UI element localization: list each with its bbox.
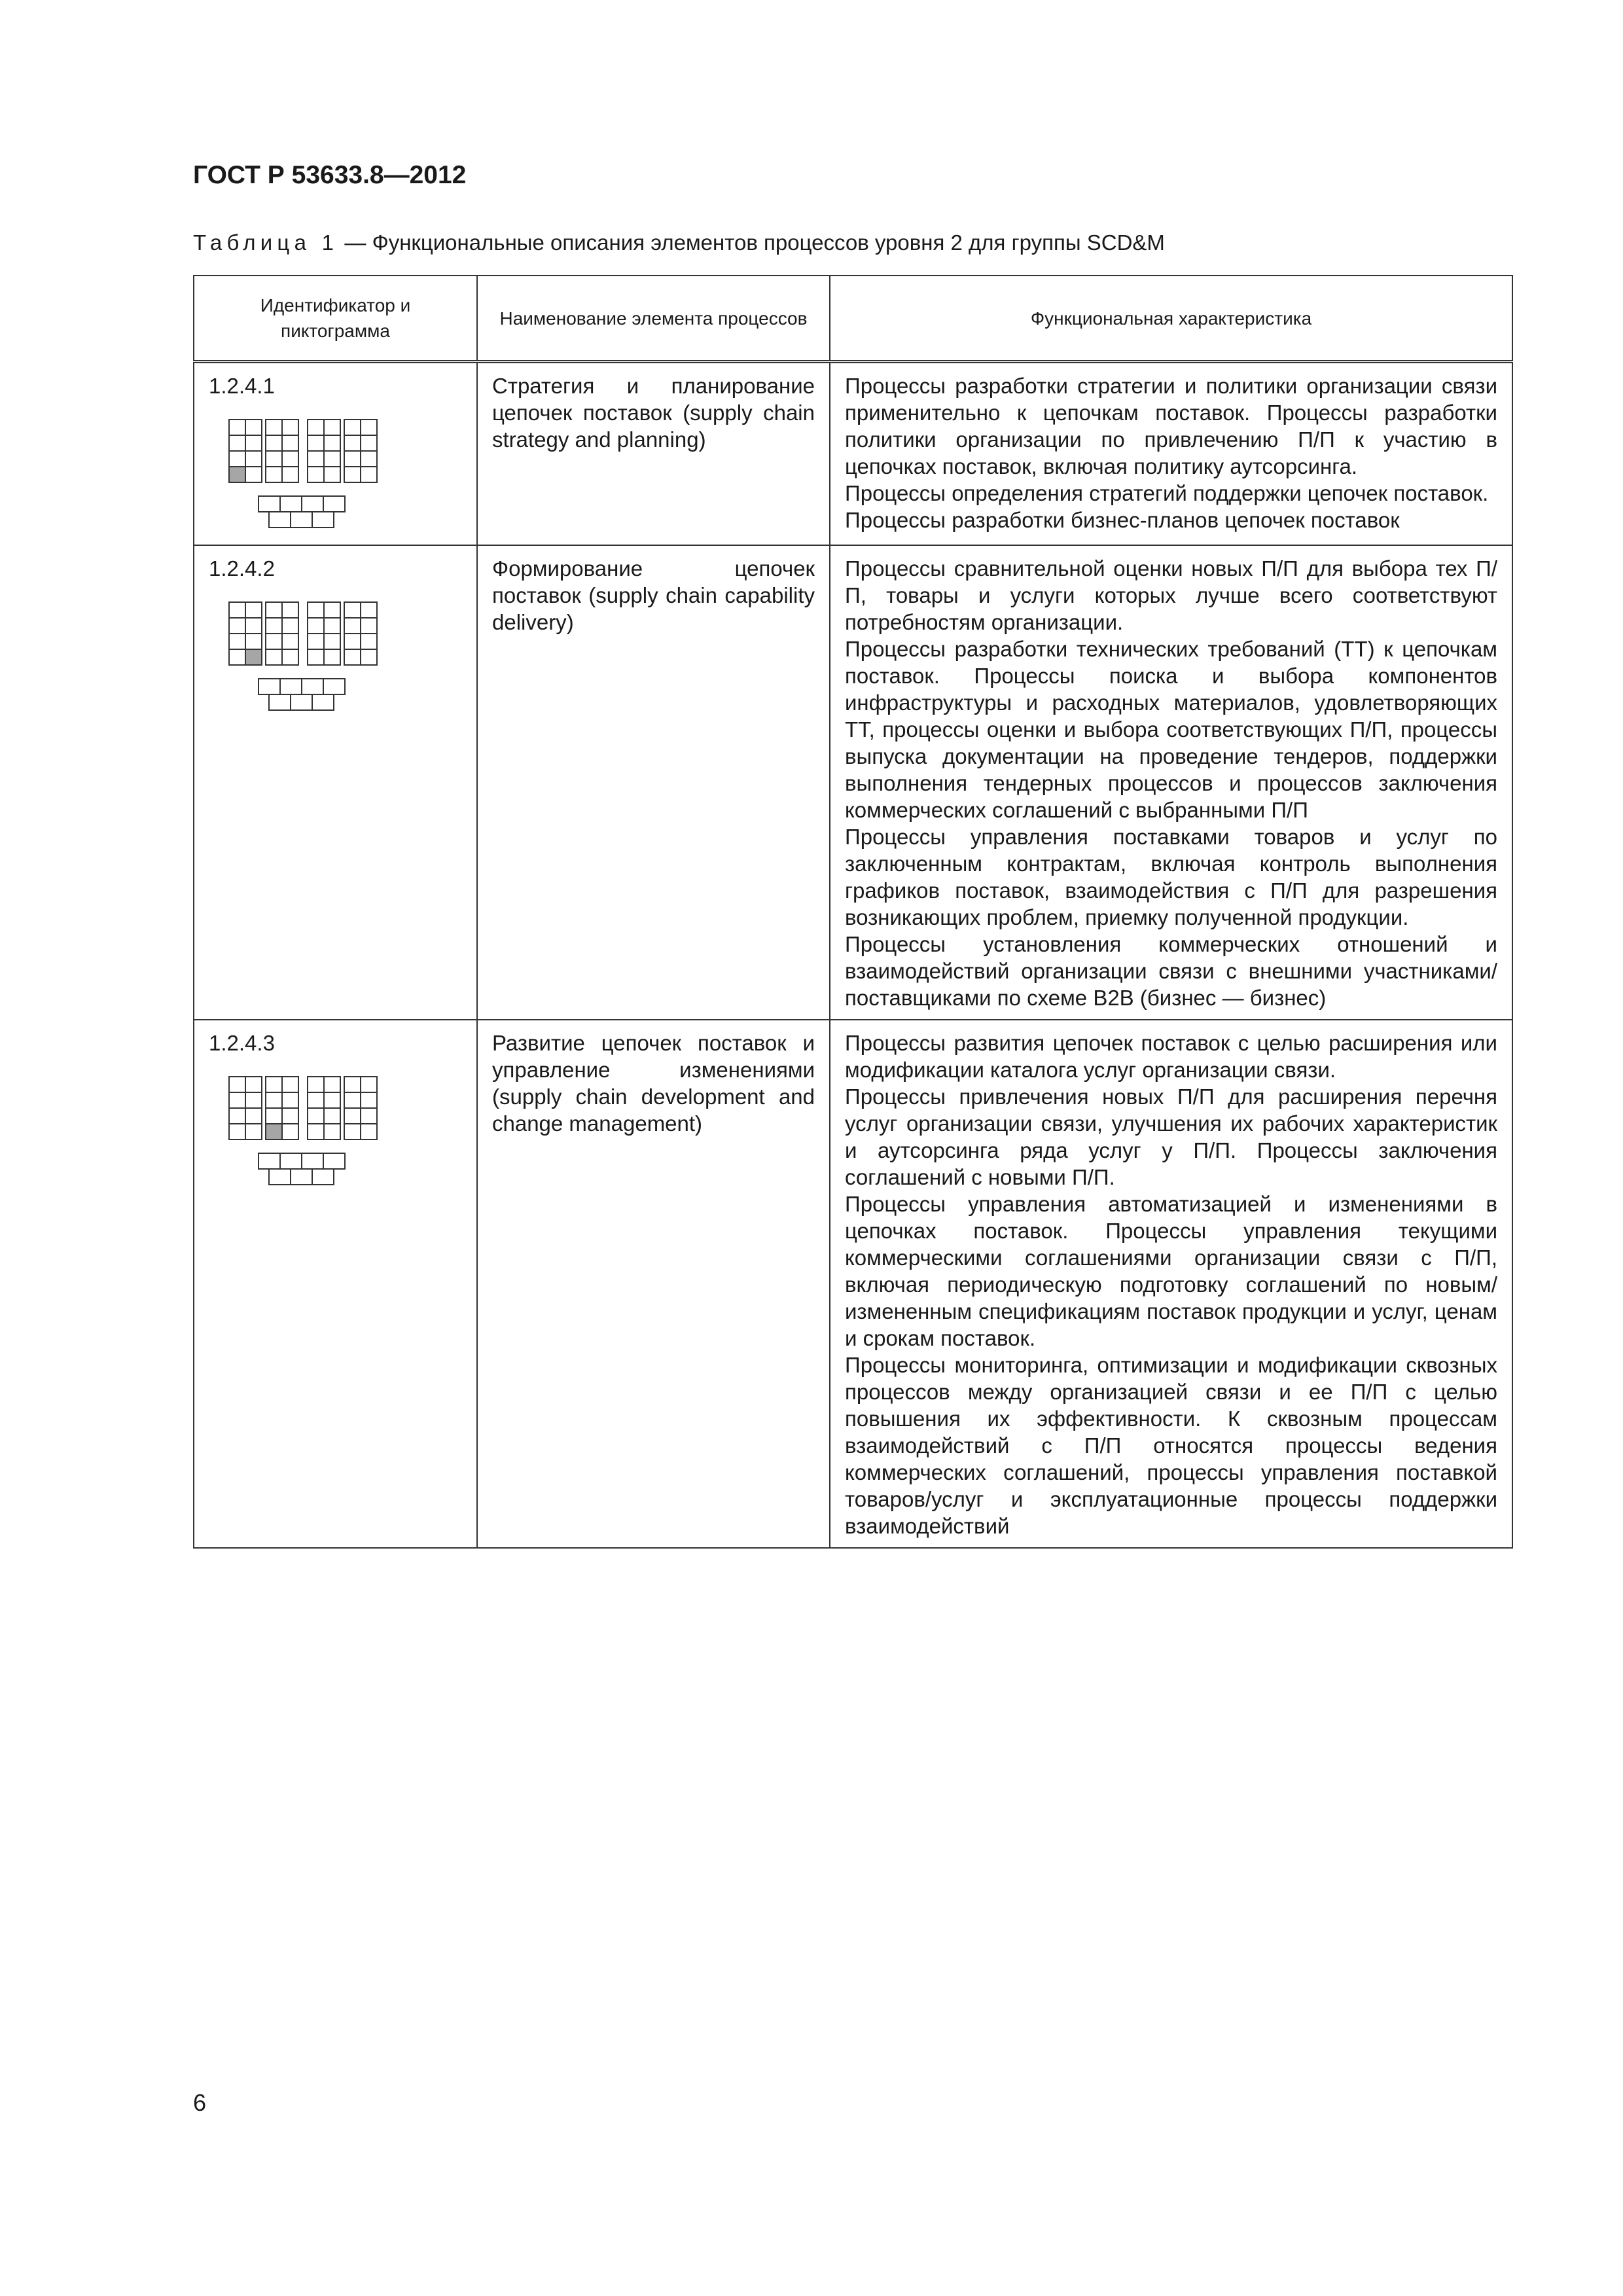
pictogram-cell — [324, 467, 340, 482]
header-id: Идентификатор и пиктограмма — [194, 276, 477, 362]
id-cell — [194, 545, 477, 1020]
pictogram-cell — [266, 634, 282, 649]
pictogram-cell — [324, 1077, 340, 1092]
pictogram-brick — [323, 496, 345, 512]
pictogram-cell — [361, 618, 377, 634]
pictogram-cell — [324, 634, 340, 649]
pictogram-cell — [324, 649, 340, 665]
pictogram-cell — [245, 1092, 262, 1108]
process-name: Развитие цепочек поставок и управление изменениями (supply chain development and change management) — [477, 1020, 830, 1548]
pictogram-cell — [282, 1077, 298, 1092]
pictogram-brick — [291, 512, 312, 528]
pictogram-cell — [324, 1092, 340, 1108]
pictogram-cell — [324, 618, 340, 634]
description-paragraph: Процессы управления автоматизацией и изменениями в цепочках поставок. Процессы управления текущими коммерческими соглашениями организации связи с П/П, включая периодическую подготовку соглашений по новым/измененным спецификациям поставок продукции и услуг, ценам и срокам поставок. — [845, 1192, 1497, 1350]
pictogram-cell — [245, 1124, 262, 1139]
pictogram-cell — [344, 1108, 361, 1124]
pictogram-cell — [344, 420, 361, 435]
pictogram-cell — [266, 1108, 282, 1124]
pictogram-brick — [323, 679, 345, 694]
pictogram-cell — [282, 1108, 298, 1124]
pictogram-cell — [282, 1092, 298, 1108]
pictogram-cell — [282, 618, 298, 634]
pictogram-cell — [266, 420, 282, 435]
pictogram-cell — [308, 649, 324, 665]
table-header-row — [194, 276, 1512, 362]
pictogram-cell — [282, 435, 298, 451]
process-elements-table — [193, 275, 1513, 1549]
table-caption — [193, 230, 1165, 255]
description-paragraph: Процессы мониторинга, оптимизации и модификации сквозных процессов между организацией связи и ее П/П с целью повышения их эффективности. К сквозным процессам взаимодействий с П/П относятся процессы ведения коммерческих соглашений, процессы управления поставкой товаров/услуг и эксплуатационные процессы поддержки взаимодействий — [845, 1353, 1497, 1538]
description-paragraph: Процессы установления коммерческих отношений и взаимодействий организации связи с внешними участниками/поставщиками по схеме B2B (бизнес — бизнес) — [845, 932, 1497, 1010]
process-name: Формирование цепочек поставок (supply chain capability delivery) — [477, 545, 830, 1020]
process-id: 1.2.4.3 — [209, 1031, 275, 1055]
description-paragraph: Процессы привлечения новых П/П для расширения перечня услуг организации связи, улучшения их рабочих характеристик и аутсорсинга ряда услуг у П/П. Процессы заключения соглашений с новыми П/П. — [845, 1085, 1497, 1189]
pictogram-brick — [280, 496, 302, 512]
pictogram-cell — [229, 1124, 245, 1139]
pictogram-cell — [308, 602, 324, 618]
pictogram-cell — [344, 649, 361, 665]
pictogram-cell — [344, 467, 361, 482]
header-function: Функциональная характеристика — [830, 276, 1512, 362]
pictogram-cell — [308, 1077, 324, 1092]
pictogram-highlight-cell — [229, 467, 245, 482]
pictogram-cell — [324, 420, 340, 435]
pictogram-cell — [245, 420, 262, 435]
table-caption-lead: Таблица 1 — [193, 230, 339, 255]
process-map-pictogram-icon — [228, 1076, 399, 1194]
pictogram-cell — [361, 420, 377, 435]
pictogram-cell — [282, 634, 298, 649]
description-paragraph: Процессы управления поставками товаров и услуг по заключенным контрактам, включая контроль выполнения графиков поставок, взаимодействия с П/П для разрешения возникающих проблем, приемку полученной продукции. — [845, 825, 1497, 929]
pictogram-highlight-cell — [266, 1124, 282, 1139]
pictogram-cell — [361, 1108, 377, 1124]
description-paragraph: Процессы разработки бизнес-планов цепочек поставок — [845, 508, 1400, 532]
pictogram-cell — [361, 435, 377, 451]
pictogram-cell — [229, 451, 245, 467]
pictogram-cell — [308, 1108, 324, 1124]
pictogram-brick — [269, 512, 291, 528]
pictogram-cell — [229, 1108, 245, 1124]
pictogram-cell — [229, 420, 245, 435]
pictogram-cell — [229, 602, 245, 618]
pictogram-cell — [308, 1092, 324, 1108]
process-description — [830, 545, 1512, 1020]
pictogram-brick — [302, 1153, 323, 1169]
pictogram-cell — [361, 602, 377, 618]
pictogram-cell — [229, 435, 245, 451]
pictogram-cell — [324, 435, 340, 451]
pictogram-brick — [312, 694, 334, 710]
pictogram-cell — [308, 467, 324, 482]
pictogram-cell — [266, 1077, 282, 1092]
description-paragraph: Процессы разработки технических требований (ТТ) к цепочкам поставок. Процессы поиска и выбора компонентов инфраструктуры и расходных материалов, удовлетворяющих ТТ, процессы оценки и выбора соответствующих П/П, процессы выпуска документации на проведение тендеров, поддержки выполнения тендерных процессов и процессов заключения коммерческих соглашений с выбранными П/П — [845, 637, 1497, 822]
pictogram-cell — [245, 435, 262, 451]
pictogram-cell — [361, 1092, 377, 1108]
description-paragraph: Процессы разработки стратегии и политики организации связи применительно к цепочкам поставок. Процессы разработки политики организации по привлечению П/П к участию в цепочках поставок, включая политику аутсорсинга. — [845, 374, 1497, 478]
pictogram-cell — [282, 451, 298, 467]
pictogram-cell — [282, 649, 298, 665]
pictogram-brick — [323, 1153, 345, 1169]
pictogram-cell — [361, 451, 377, 467]
pictogram-cell — [344, 602, 361, 618]
id-cell — [194, 1020, 477, 1548]
header-name: Наименование элемента процессов — [477, 276, 830, 362]
pictogram-cell — [266, 1092, 282, 1108]
pictogram-cell — [266, 602, 282, 618]
pictogram-cell — [308, 420, 324, 435]
pictogram-cell — [308, 1124, 324, 1139]
pictogram-cell — [245, 451, 262, 467]
pictogram-cell — [344, 1124, 361, 1139]
pictogram-cell — [282, 602, 298, 618]
pictogram-highlight-cell — [245, 649, 262, 665]
pictogram-brick — [302, 496, 323, 512]
pictogram-cell — [229, 634, 245, 649]
pictogram-cell — [308, 435, 324, 451]
description-paragraph: Процессы определения стратегий поддержки цепочек поставок. — [845, 481, 1489, 505]
process-description — [830, 1020, 1512, 1548]
process-id: 1.2.4.1 — [209, 374, 275, 398]
pictogram-cell — [266, 649, 282, 665]
table-row — [194, 545, 1512, 1020]
process-description — [830, 362, 1512, 546]
pictogram-cell — [282, 420, 298, 435]
pictogram-cell — [282, 1124, 298, 1139]
pictogram-cell — [266, 451, 282, 467]
pictogram-cell — [361, 1077, 377, 1092]
pictogram-cell — [308, 618, 324, 634]
pictogram-cell — [245, 618, 262, 634]
pictogram-cell — [361, 649, 377, 665]
pictogram-cell — [344, 1077, 361, 1092]
document-standard-header: ГОСТ Р 53633.8—2012 — [193, 161, 467, 189]
pictogram-cell — [361, 634, 377, 649]
pictogram-cell — [282, 467, 298, 482]
pictogram-cell — [245, 467, 262, 482]
table-row — [194, 1020, 1512, 1548]
pictogram-cell — [245, 1077, 262, 1092]
process-map-pictogram-icon — [228, 601, 399, 719]
pictogram-cell — [344, 634, 361, 649]
pictogram-brick — [291, 694, 312, 710]
pictogram-cell — [229, 1092, 245, 1108]
pictogram-cell — [266, 435, 282, 451]
pictogram-cell — [308, 634, 324, 649]
pictogram-cell — [344, 1092, 361, 1108]
description-paragraph: Процессы сравнительной оценки новых П/П для выбора тех П/П, товары и услуги которых лучше всего соответствуют потребностям организации. — [845, 556, 1497, 634]
pictogram-brick — [291, 1169, 312, 1185]
process-name: Стратегия и планирование цепочек поставок (supply chain strategy and planning) — [477, 362, 830, 546]
pictogram-cell — [344, 451, 361, 467]
pictogram-cell — [361, 1124, 377, 1139]
pictogram-cell — [266, 467, 282, 482]
pictogram-brick — [259, 679, 280, 694]
pictogram-brick — [269, 694, 291, 710]
pictogram-cell — [245, 634, 262, 649]
table-caption-text: — Функциональные описания элементов процессов уровня 2 для группы SCD&M — [338, 230, 1165, 255]
pictogram-cell — [229, 649, 245, 665]
pictogram-brick — [269, 1169, 291, 1185]
pictogram-cell — [229, 1077, 245, 1092]
pictogram-cell — [229, 618, 245, 634]
pictogram-cell — [266, 618, 282, 634]
pictogram-cell — [344, 435, 361, 451]
page-number: 6 — [193, 2089, 207, 2116]
pictogram-cell — [344, 618, 361, 634]
table-body — [194, 362, 1512, 1549]
pictogram-cell — [324, 451, 340, 467]
pictogram-brick — [280, 679, 302, 694]
pictogram-cell — [245, 1108, 262, 1124]
id-cell — [194, 362, 477, 546]
pictogram-cell — [324, 1124, 340, 1139]
pictogram-cell — [245, 602, 262, 618]
description-paragraph: Процессы развития цепочек поставок с целью расширения или модификации каталога услуг организации связи. — [845, 1031, 1497, 1082]
pictogram-cell — [308, 451, 324, 467]
pictogram-brick — [312, 512, 334, 528]
process-id: 1.2.4.2 — [209, 556, 275, 581]
table-row — [194, 362, 1512, 546]
pictogram-brick — [302, 679, 323, 694]
pictogram-brick — [259, 496, 280, 512]
pictogram-cell — [361, 467, 377, 482]
pictogram-cell — [324, 602, 340, 618]
pictogram-brick — [312, 1169, 334, 1185]
pictogram-brick — [259, 1153, 280, 1169]
pictogram-cell — [324, 1108, 340, 1124]
pictogram-brick — [280, 1153, 302, 1169]
process-map-pictogram-icon — [228, 419, 399, 537]
